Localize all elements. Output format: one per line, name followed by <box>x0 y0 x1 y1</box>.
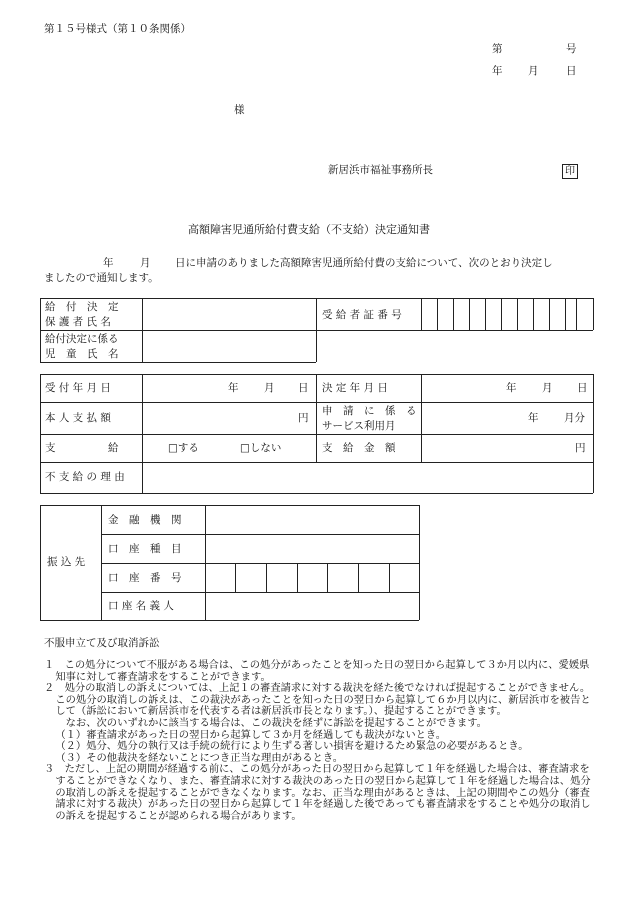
receipt-year: 年 <box>228 382 239 394</box>
account-holder-label: 口 座 名 義 人 <box>108 600 174 612</box>
guardian-name-label-2: 保 護 者 氏 名 <box>45 316 111 328</box>
intro-line2: ましたので通知します。 <box>44 272 159 284</box>
receipt-month: 月 <box>264 382 275 394</box>
date-day: 日 <box>566 65 577 77</box>
service-month-unit: 月分 <box>564 412 585 424</box>
date-month: 月 <box>528 65 539 77</box>
certificate-number-label: 受 給 者 証 番 号 <box>322 309 402 321</box>
note-item-2-aside: なお、次のいずれかに該当する場合は、この裁決を経ずに訴訟を提起することができます。 <box>65 716 487 729</box>
document-title: 高額障害児通所給付費支給（不支給）決定通知書 <box>188 223 430 236</box>
account-number-label: 口 座 番 号 <box>108 572 182 584</box>
decision-year: 年 <box>506 382 517 394</box>
doc-number-prefix: 第 <box>492 43 503 55</box>
issuer-name: 新居浜市福祉事務所長 <box>328 164 433 176</box>
intro-year: 年 <box>103 257 114 269</box>
intro-month: 月 <box>140 257 151 269</box>
date-year: 年 <box>492 65 503 77</box>
note-item-3: ３ ただし、上記の期間が経過する前に、この処分があった日の翌日から起算して１年を経過した場合は、審査請求をすることができなくなり、また、審査請求に対する裁決のあった日の翌日から起算して１年を経過した場合は、処分の取消しの訴えを提起することができなくなります。なお、正当な理由があるときは、上記の期間やこの処分（審査請求に対する裁決）があった日の翌日から起算して１年を経過した後であっても審査請求をすることや処分の取消しの訴えを提起することが認められる場合があります。 <box>44 763 591 822</box>
guardian-name-label: 給 付 決 定 <box>45 301 119 313</box>
child-name-label: 給付決定に係る <box>45 333 119 345</box>
seal-stamp: 印 <box>562 164 578 179</box>
intro-line1: 日に申請のありました高額障害児通所給付費の支給について、次のとおり決定し <box>175 257 553 269</box>
notes-heading: 不服申立て及び取消訴訟 <box>44 637 160 649</box>
decision-day: 日 <box>577 382 588 394</box>
receipt-day: 日 <box>298 382 309 394</box>
account-type-label: 口 座 種 目 <box>108 543 182 555</box>
amount-label: 支 給 金 額 <box>322 442 396 454</box>
child-name-label-2: 児 童 氏 名 <box>45 348 119 360</box>
note-item-2: ２ 処分の取消しの訴えについては、上記１の審査請求に対する裁決を経た後でなければ提起することができません。この処分の取消しの訴えは、この裁決があったことを知った日の翌日から起算して６か月以内に、新居浜市を被告として（訴訟において新居浜市を代表する者は新居浜市長となります。）、提起することができます。 <box>44 682 591 718</box>
amount-unit: 円 <box>575 442 586 454</box>
payment-label: 本 人 支 払 額 <box>45 412 111 424</box>
supply-label: 支 給 <box>45 442 119 454</box>
supply-option-no[interactable]: □しない <box>240 442 282 454</box>
service-year: 年 <box>528 412 539 424</box>
supply-option-yes[interactable]: □する <box>168 442 199 454</box>
decision-date-label: 決 定 年 月 日 <box>322 382 388 394</box>
reason-label: 不 支 給 の 理 由 <box>45 471 125 483</box>
service-month-label: 申 請 に 係 る <box>322 405 417 417</box>
service-month-label-2: サービス利用月 <box>322 420 396 432</box>
decision-month: 月 <box>542 382 553 394</box>
payment-unit: 円 <box>298 412 309 424</box>
note-sub-item-1: （１）審査請求があった日の翌日から起算して３か月を経過しても裁決がないとき。 <box>55 728 447 741</box>
receipt-date-label: 受 付 年 月 日 <box>45 382 111 394</box>
doc-number-suffix: 号 <box>566 43 577 55</box>
transfer-label: 振 込 先 <box>47 556 86 568</box>
note-item-1: １ この処分について不服がある場合は、この処分があったことを知った日の翌日から起算して３か月以内に、愛媛県知事に対して審査請求をすることができます。 <box>44 659 590 683</box>
note-sub-item-3: （３）その他裁決を経ないことにつき正当な理由があるとき。 <box>55 751 344 764</box>
bank-label: 金 融 機 関 <box>108 514 182 526</box>
note-sub-item-2: （２）処分、処分の執行又は手続の続行により生ずる著しい損害を避けるため緊急の必要があるとき。 <box>55 740 529 753</box>
addressee-suffix: 様 <box>234 104 245 116</box>
form-number: 第１５号様式（第１０条関係） <box>44 23 191 35</box>
notes-section <box>44 660 592 822</box>
